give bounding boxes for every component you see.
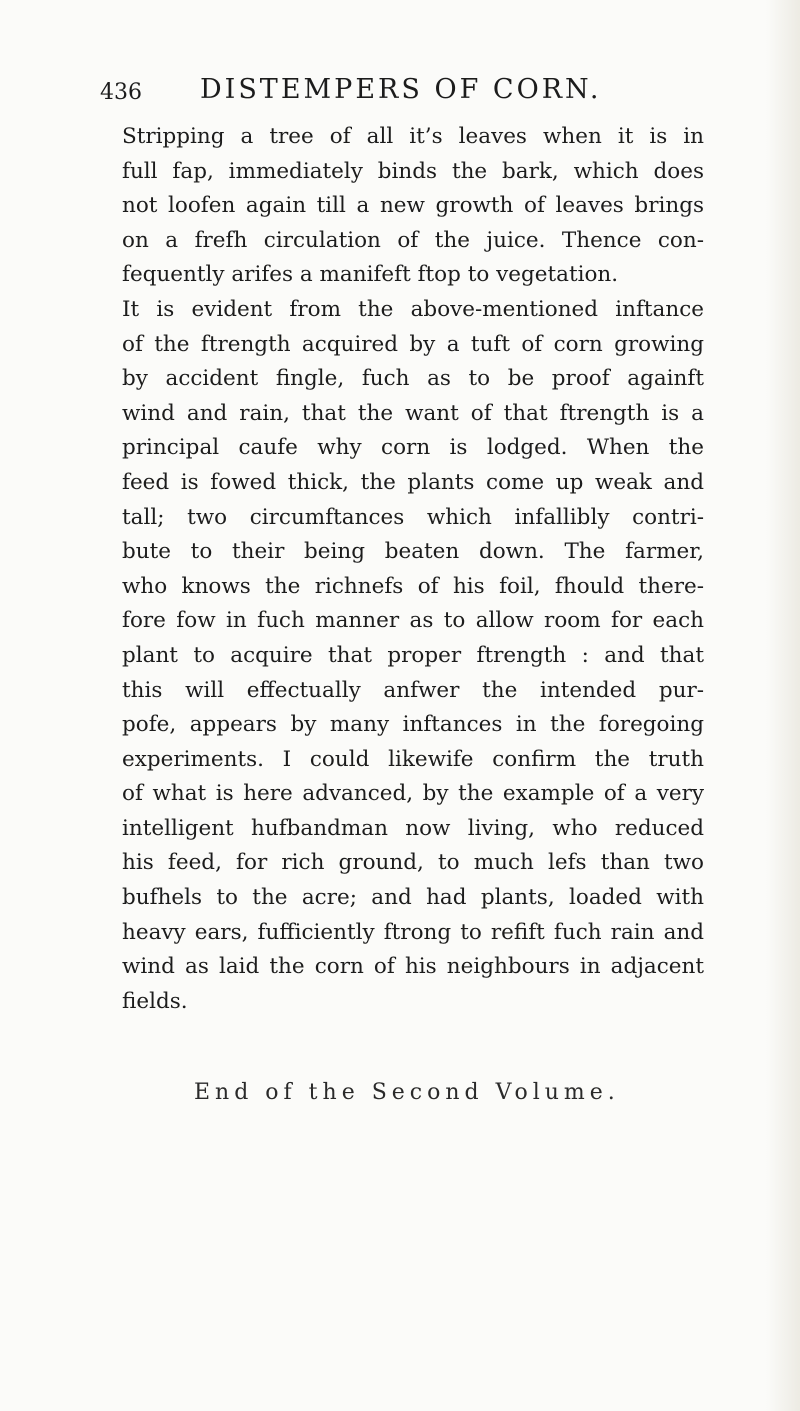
text-line: wind as laid the corn of his neighbours in adjacent [122, 954, 704, 980]
text-line: not loofen again till a new growth of leaves brings [122, 193, 704, 219]
end-of-volume-colophon: End of the Second Volume. [194, 1080, 620, 1105]
text-line: wind and rain, that the want of that ftrength is a [122, 400, 704, 426]
text-line: this will effectually anfwer the intended pur- [122, 677, 704, 703]
text-line: of what is here advanced, by the example of a very [122, 781, 704, 807]
text-line: tall; two circumftances which infallibly contri- [122, 504, 704, 530]
text-line: who knows the richnefs of his foil, fhould there- [122, 573, 704, 599]
text-line: bute to their being beaten down. The farmer, [122, 539, 704, 565]
text-line: It is evident from the above-mentioned inftance [122, 296, 704, 322]
text-line: plant to acquire that proper ftrength : and that [122, 642, 704, 668]
text-line: experiments. I could likewife confirm the truth [122, 746, 704, 772]
page-number: 436 [100, 80, 142, 105]
text-line: feed is fowed thick, the plants come up weak and [122, 469, 704, 495]
text-line: of the ftrength acquired by a tuft of corn growing [122, 331, 704, 357]
text-line: fore fow in fuch manner as to allow room for each [122, 608, 704, 634]
text-line: Stripping a tree of all it’s leaves when it is in [122, 124, 704, 149]
text-line: intelligent hufbandman now living, who reduced [122, 815, 704, 841]
text-line: full fap, immediately binds the bark, which does [122, 158, 704, 184]
text-line: his feed, for rich ground, to much lefs than two [122, 850, 704, 876]
text-line: fields. [122, 988, 188, 1014]
text-line: by accident fingle, fuch as to be proof againft [122, 366, 704, 392]
text-line: fequently arifes a manifeft ftop to vegetation. [122, 262, 619, 288]
text-line: bufhels to the acre; and had plants, loaded with [122, 885, 704, 911]
text-line: pofe, appears by many inftances in the foregoing [122, 712, 704, 738]
text-line: on a frefh circulation of the juice. Thence con- [122, 227, 704, 253]
body-paragraphs [122, 120, 704, 1019]
text-line: principal caufe why corn is lodged. When the [122, 435, 704, 461]
running-head [100, 74, 720, 124]
page-edge-shadow [766, 0, 800, 1411]
running-title: DISTEMPERS OF CORN. [200, 74, 602, 105]
text-line: heavy ears, fufficiently ftrong to refift fuch rain and [122, 919, 704, 945]
